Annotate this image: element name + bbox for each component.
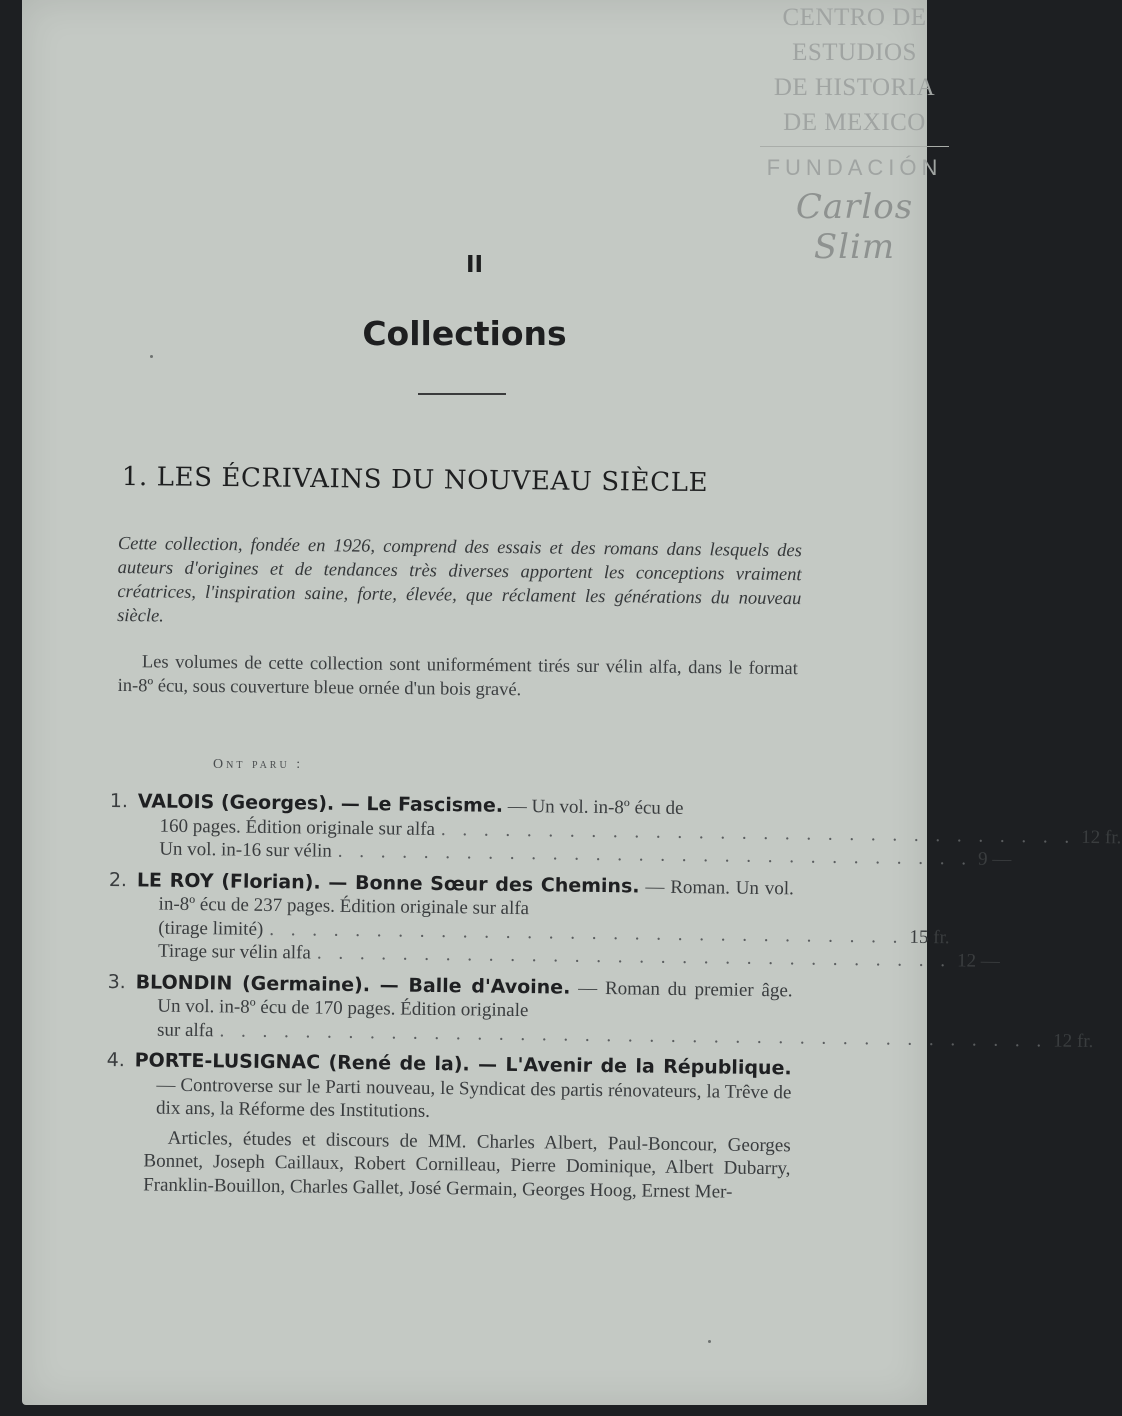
entry-title: L'Avenir de la République. [505,1053,792,1080]
entry-description: Roman du premier âge. Un vol. in-8º écu de 170 pages. Édition originale [157,977,793,1022]
price-value: 15 fr. [909,926,950,948]
price-value: 9 — [977,848,1012,871]
collection-format: Les volumes de cette collection sont uniformément tirés sur vélin alfa, dans le format in-8º écu, sous couverture bleue ornée d'un bois gravé. [117,652,798,701]
price-value: 12 fr. [1053,1030,1094,1052]
watermark-foundation: FUNDACIÓN [766,155,943,180]
watermark-signature: Carlos Slim [795,187,914,267]
list-item [108,868,1000,972]
entry-number: 3. [107,970,126,993]
watermark-line: DE MEXICO [783,109,926,136]
entry-heading: 2. LE ROY (Florian). — Bonne Sœur des Chemins. — Roman. Un vol. in-8º écu de 237 pages. Édition originale sur alfa [108,868,794,920]
entry-number: 2. [108,868,128,891]
watermark-line: CENTRO DE [782,4,927,31]
entry-title: Bonne Sœur des Chemins. [354,871,640,897]
price-label: 160 pages. Édition originale sur alfa [159,815,436,840]
entry-title: Le Fascisme. [366,793,504,817]
price-label: (tirage limité) [158,917,264,940]
entry-author: LE ROY (Florian). [136,868,321,894]
entry-number: 4. [106,1048,125,1072]
entry-description: Controverse sur le Parti nouveau, le Syndicat des partis rénovateurs, la Trêve de dix ans, la Réforme des Institutions. [155,1074,792,1122]
book-list [105,790,1122,1212]
ont-paru-label: Ont paru : [213,757,304,772]
price-label: sur alfa [156,1019,214,1041]
collection-title: 1. LES ÉCRIVAINS DU NOUVEAU SIÈCLE [121,462,709,499]
entry-author: VALOIS (Georges). [137,790,335,815]
entry-number: 1. [109,790,129,813]
list-item [109,790,1122,871]
archive-watermark [760,0,949,267]
paper-speck [150,355,153,358]
section-title: Collections [362,314,567,353]
entry-description: Un vol. in-8º écu de [531,796,684,820]
entry-title: Balle d'Avoine. [408,974,571,999]
entry-paragraph: Articles, études et discours de MM. Charles Albert, Paul-Boncour, Georges Bonnet, Joseph Caillaux, Robert Cornilleau, Pierre Dominique, Albert Dubarry, Franklin-Bouillon, Charles Gallet, José Germain, Georges Hoog, Ernest Mer- [143,1127,791,1203]
list-item [107,970,1094,1052]
chapter-numeral: II [465,252,484,278]
entry-heading: 4. PORTE-LUSIGNAC (René de la). — L'Avenir de la République. — Controverse sur le Parti nouveau, le Syndicat des partis rénovateurs, la Trêve de dix ans, la Réforme des Institutions. [106,1048,792,1122]
dot-leader: . . . . . . . . . . . . . . . . . . . . . . . . . . . . . . . . . . . . . . . [219,1019,1048,1051]
collection-intro: Cette collection, fondée en 1926, comprend des essais et des romans dans lesquels des auteurs d'origines et de tendances très diverses apportent les conceptions vraiment créatrices, l'inspiration saine, forte, élevée, que réclament les générations du nouveau siècle. [117,533,802,627]
dot-leader: . . . . . . . . . . . . . . . . . . . . . . . . . . . . . . [440,818,1076,848]
entry-author: BLONDIN (Germaine). [135,970,371,996]
watermark-line: DE HISTORIA [773,74,936,101]
price-label: Tirage sur vélin alfa [157,940,312,964]
price-value: 12 fr. [1081,826,1122,848]
dot-leader: . . . . . . . . . . . . . . . . . . . . . . . . . . . . . . [337,840,973,870]
dot-leader: . . . . . . . . . . . . . . . . . . . . . . . . . . . . . . [316,942,952,972]
dot-leader: . . . . . . . . . . . . . . . . . . . . . . . . . . . . . . [269,918,904,948]
watermark-divider [760,146,949,147]
price-label: Un vol. in-16 sur vélin [159,838,332,862]
title-rule [418,393,506,395]
list-item [105,1049,792,1204]
entry-author: PORTE-LUSIGNAC (René de la). [134,1049,470,1076]
paper-speck [708,1340,711,1343]
price-value: 12 — [956,950,1000,972]
watermark-line: ESTUDIOS [792,39,917,66]
entry-heading: 1. VALOIS (Georges). — Le Fascisme. — Un vol. in-8º écu de [109,790,684,820]
entry-description: Roman. Un vol. in-8º écu de 237 pages. Édition originale sur alfa [158,876,794,920]
entry-heading: 3. BLONDIN (Germaine). — Balle d'Avoine. — Roman du premier âge. Un vol. in-8º écu de 170 pages. Édition originale [107,970,793,1022]
